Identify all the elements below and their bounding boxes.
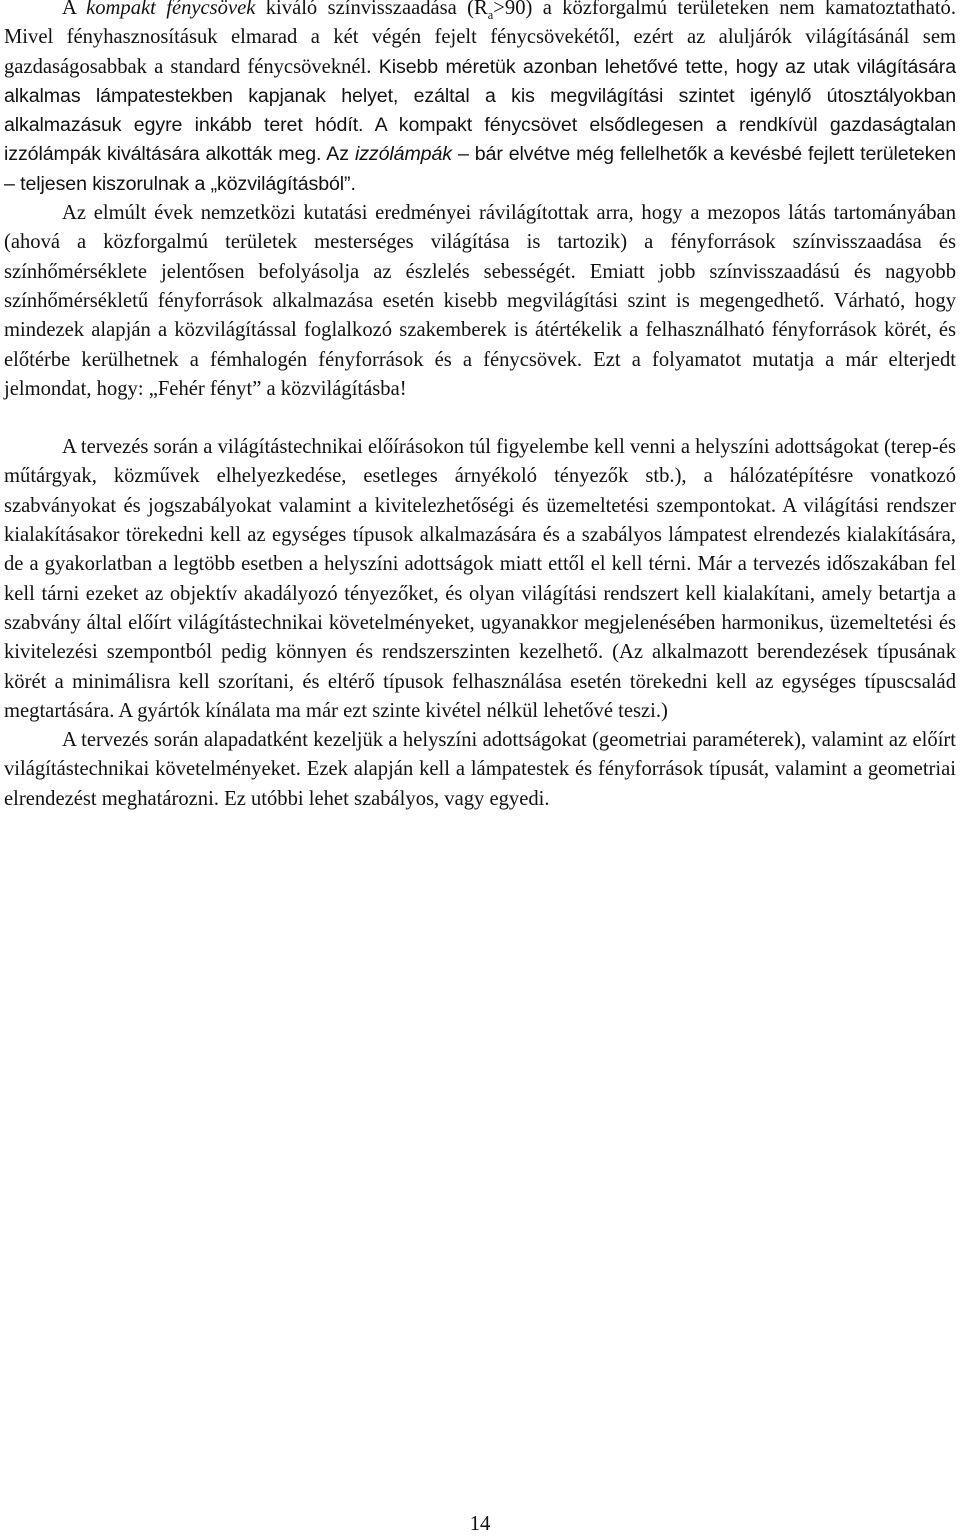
- paragraph-design-constraints: A tervezés során a világítástechnikai előírásokon túl figyelembe kell venni a helyszíni adottságokat (terep-és műtárgyak, közművek elhelyezkedése, esetleges árnyékoló tényezők stb.), a hálózatépítésre vonatkozó szabványokat és jogszabályokat valamint a kivitelezhetőségi és üzemeltetési szempontokat. A világítási rendszer kialakításakor törekedni kell az egységes típusok alkalmazására és a szabályos lámpatest elrendezés kialakítására, de a gyakorlatban a legtöbb esetben a helyszíni adottságok miatt ettől el kell térni. Már a tervezés időszakában fel kell tárni ezeket az objektív akadályozó tényezőket, és olyan világítási rendszert kell kialakítani, amely betartja a szabvány által előírt világítástechnikai követelményeket, ugyanakkor megjelenésében harmonikus, üzemeltetési és kivitelezési szempontból pedig könnyen és rendszerszinten kezelhető. (Az alkalmazott berendezések típusának körét a minimálisra kell szorítani, és eltérő típusok felhasználása esetén törekedni kell az egységes típuscsalád megtartására. A gyártók kínálata ma már ezt szinte kivétel nélkül lehetővé teszi.): [4, 436, 956, 722]
- p1-subscript-a: a: [487, 8, 494, 23]
- p1-sentence-1-end: >90) a közforgalmú területeken nem kamatoztatható.: [493, 0, 957, 19]
- p1-sentence-2: Mivel fényhasznosításuk elmarad a két végén fejelt fénycsövekétől, ezért az aluljárók világításánál sem gazdaságosabbak a standard fénycsöveknél.: [4, 26, 956, 78]
- page-number: 14: [469, 1513, 491, 1535]
- p1-sentence-1-start: A: [62, 0, 87, 19]
- p1-sentence-3: Kisebb méretük azonban lehetővé tette, hogy az utak világítására alkalmas lámpatestekben kapjanak helyet, ezáltal a kis megvilágítási szintet igénylő útosztályokban alkalmazásuk egyre inkább teret hódít. A kompakt fénycsövet elsődlegesen a rendkívül gazdaságtalan izzólámpák kiváltására alkották meg. Az: [4, 55, 956, 166]
- paragraph-compact-fluorescent: [4, 0, 956, 199]
- p1-term-incandescent: izzólámpák: [354, 143, 452, 166]
- p1-term-compact-fluorescent: kompakt fénycsövek: [86, 0, 256, 19]
- p1-sentence-3-end: – bár elvétve még fellelhetők a kevésbé fejlett területeken – teljesen kiszorulnak a „közvilágításból”.: [4, 143, 957, 195]
- paragraph-mesopic-research: Az elmúlt évek nemzetközi kutatási eredményei rávilágítottak arra, hogy a mezopos látás tartományában (ahová a közforgalmú területek mesterséges világítása is tartozik) a fényforrások színvisszaadása és színhőmérséklete jelentősen befolyásolja az észlelés sebességét. Emiatt jobb színvisszaadású és nagyobb színhőmérsékletű fényforrások alkalmazása esetén kisebb megvilágítási szint is megengedhető. Várható, hogy mindezek alapján a közvilágítással foglalkozó szakemberek is átértékelik a felhasználható fényforrások körét, és előtérbe kerülhetnek a fémhalogén fényforrások és a fénycsövek. Ezt a folyamatot mutatja a már elterjedt jelmondat, hogy: „Fehér fényt” a közvilágításba!: [4, 202, 956, 400]
- document-body: [4, 0, 956, 814]
- p1-sentence-1-middle: kiváló színvisszaadása (R: [255, 0, 488, 19]
- paragraph-design-inputs: A tervezés során alapadatként kezeljük a helyszíni adottságokat (geometriai paraméterek), valamint az előírt világítástechnikai követelményeket. Ezek alapján kell a lámpatestek és fényforrások típusát, valamint a geometriai elrendezést meghatározni. Ez utóbbi lehet szabályos, vagy egyedi.: [4, 729, 956, 810]
